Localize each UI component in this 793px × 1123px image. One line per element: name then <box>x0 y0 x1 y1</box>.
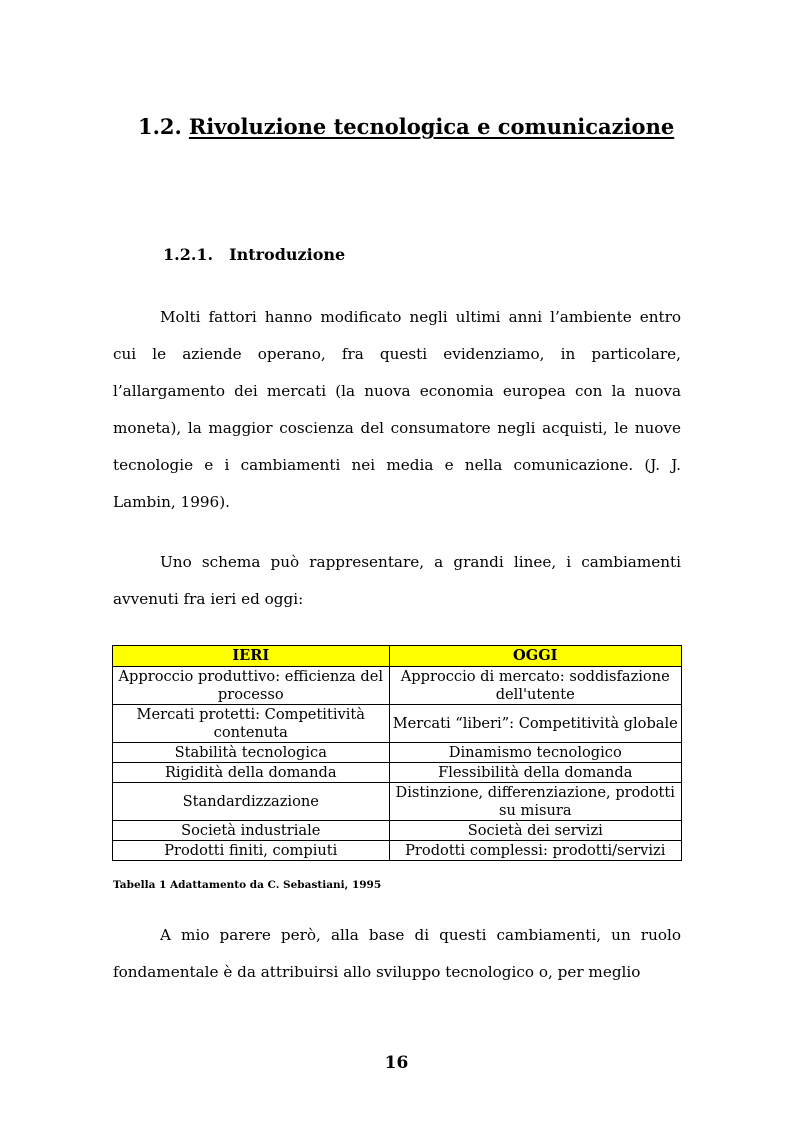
paragraph-schema: Uno schema può rappresentare, a grandi linee, i cambiamenti avvenuti fra ieri ed oggi: <box>113 553 681 608</box>
section-number: 1.2. <box>138 114 182 139</box>
subsection-title <box>163 245 345 264</box>
cell-oggi: Flessibilità della domanda <box>389 763 681 783</box>
section-title <box>138 114 674 139</box>
cell-oggi: Prodotti complessi: prodotti/servizi <box>389 841 681 861</box>
cell-oggi: Società dei servizi <box>389 821 681 841</box>
subsection-number: 1.2.1. <box>163 245 214 264</box>
table-row <box>113 705 682 743</box>
subsection-title-text: Introduzione <box>229 245 346 264</box>
header-oggi: OGGI <box>389 646 681 667</box>
cell-ieri: Rigidità della domanda <box>113 763 390 783</box>
cell-oggi: Dinamismo tecnologico <box>389 743 681 763</box>
section-title-text: Rivoluzione tecnologica e comunicazione <box>188 114 675 139</box>
cell-ieri: Società industriale <box>113 821 390 841</box>
table-row <box>113 841 682 861</box>
cell-ieri: Prodotti finiti, compiuti <box>113 841 390 861</box>
comparison-table <box>112 645 682 861</box>
cell-oggi: Approccio di mercato: soddisfazione dell'utente <box>389 667 681 705</box>
cell-ieri: Approccio produttivo: efficienza del processo <box>113 667 390 705</box>
table-row <box>113 743 682 763</box>
cell-oggi: Distinzione, differenziazione, prodotti su misura <box>389 783 681 821</box>
table-header-row <box>113 646 682 667</box>
cell-ieri: Standardizzazione <box>113 783 390 821</box>
paragraph-conclusion: A mio parere però, alla base di questi cambiamenti, un ruolo fondamentale è da attribuirsi allo sviluppo tecnologico o, per meglio <box>113 926 681 981</box>
cell-ieri: Mercati protetti: Competitività contenuta <box>113 705 390 743</box>
table-caption: Tabella 1 Adattamento da C. Sebastiani, 1995 <box>113 879 382 891</box>
cell-oggi: Mercati “liberi”: Competitività globale <box>389 705 681 743</box>
table-row <box>113 763 682 783</box>
page-number: 16 <box>384 1053 409 1073</box>
cell-ieri: Stabilità tecnologica <box>113 743 390 763</box>
table-row <box>113 667 682 705</box>
paragraph-intro: Molti fattori hanno modificato negli ultimi anni l’ambiente entro cui le aziende operano, fra questi evidenziamo, in particolare, l’allargamento dei mercati (la nuova economia europea con la nuova moneta), la maggior coscienza del consumatore negli acquisti, le nuove tecnologie e i cambiamenti nei media e nella comunicazione. (J. J. Lambin, 1996). <box>113 308 681 511</box>
table-row <box>113 821 682 841</box>
table-row <box>113 783 682 821</box>
header-ieri: IERI <box>113 646 390 667</box>
